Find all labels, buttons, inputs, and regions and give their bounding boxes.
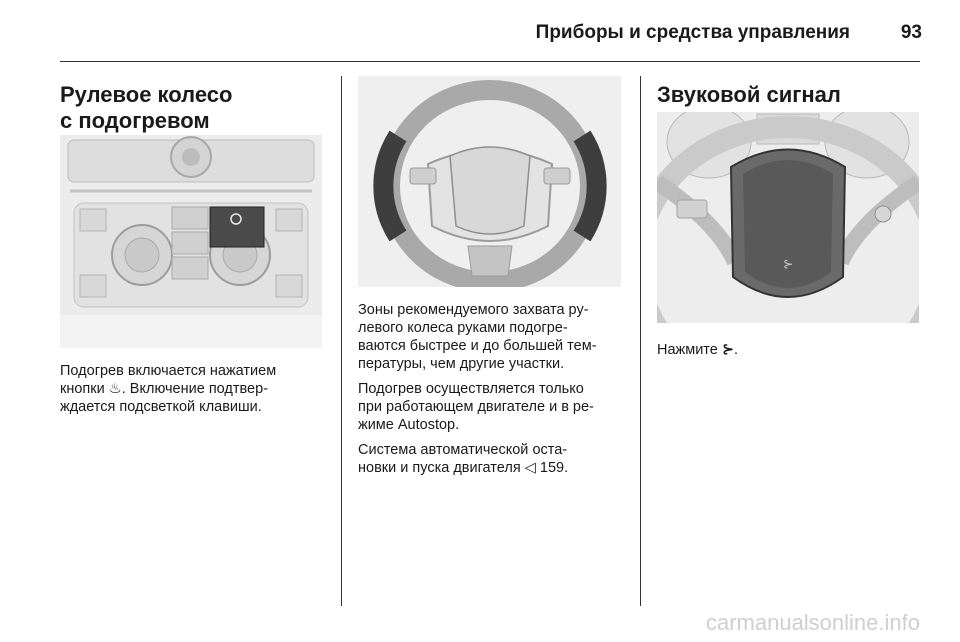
paragraph-stop-start [358,441,568,477]
watermark: carmanualsonline.info [705,610,920,635]
text-line: Подогрев осуществляется только [358,381,584,397]
paragraph-grip-zones [358,301,597,373]
steering-wheel-figure [358,76,621,287]
text-line [60,380,276,398]
heated-wheel-icon: ♨ [108,381,122,397]
text-fragment: . [734,342,739,358]
text-line: пературы, чем другие участки. [358,356,565,372]
paragraph-engine-running [358,380,594,434]
text-fragment: . Включение подтвер- [121,381,269,397]
horn-icon: ⊱ [721,342,735,358]
text-fragment: кнопки [60,381,105,397]
text-line [657,341,738,359]
text-line: Подогрев включается нажатием [60,363,277,379]
heading-heated-wheel [60,82,232,134]
text-fragment: новки и пуска двигателя [358,460,521,476]
page-number: 93 [900,22,922,43]
page-reference-arrow-icon: ◁ [524,460,536,476]
paragraph-heated-wheel [60,362,276,416]
paragraph-horn [657,341,738,359]
text-line: ваются быстрее и до большей тем- [358,338,597,354]
text-line: при работающем двигателе и в ре- [358,399,594,415]
text-line: жиме Autostop. [358,417,460,433]
text-fragment: Нажмите [657,342,718,358]
column-divider-2 [640,76,641,606]
header-title: Приборы и средства управления [535,22,850,43]
text-line: Зоны рекомендуемого захвата ру- [358,302,589,318]
text-line [358,459,568,477]
heading-line: с подогревом [60,108,210,133]
header-rule [60,61,920,62]
column-divider-1 [341,76,342,606]
heading-horn: Звуковой сигнал [657,82,841,107]
heading-line: Рулевое колесо [60,82,233,107]
page-reference[interactable]: 159. [539,460,569,476]
text-line: ждается подсветкой клавиши. [60,399,262,415]
horn-figure [657,112,919,323]
svg-text:⊱: ⊱ [782,257,794,271]
text-line: левого колеса руками подогре- [358,320,568,336]
text-line: Система автоматической оста- [358,442,568,458]
console-figure [60,135,322,348]
